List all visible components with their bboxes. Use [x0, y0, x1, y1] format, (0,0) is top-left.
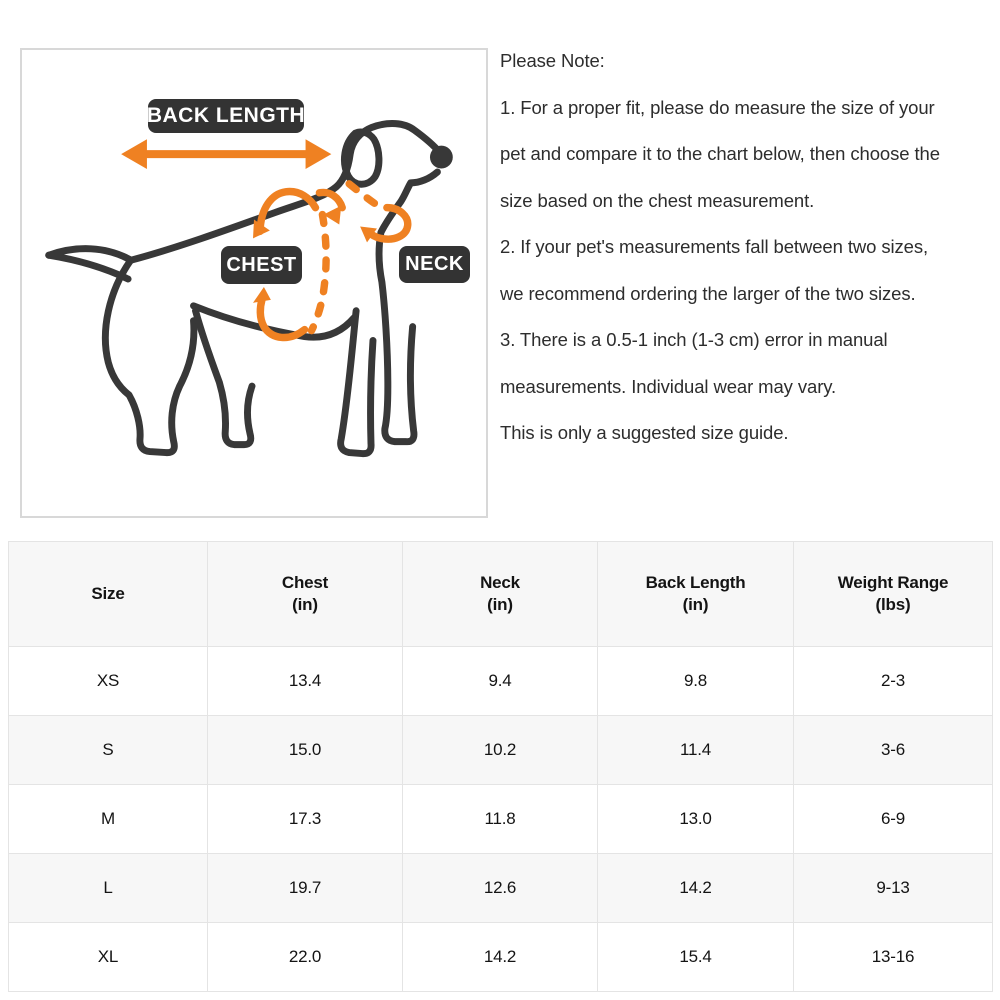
cell-neck: 12.6 [403, 854, 598, 923]
column-header-neck [403, 542, 598, 647]
cell-size: XL [9, 923, 208, 992]
cell-size: S [9, 716, 208, 785]
dog-front-leg [341, 311, 373, 454]
cell-weight: 2-3 [794, 647, 993, 716]
neck-label [399, 246, 470, 283]
dog-rear-leg [105, 261, 194, 452]
chest-arrow-up [253, 287, 271, 303]
back-length-label-text: BACK LENGTH [146, 104, 306, 127]
cell-neck: 14.2 [403, 923, 598, 992]
dog-head-chest-line [379, 172, 437, 442]
cell-chest: 13.4 [208, 647, 403, 716]
dog-measurement-diagram [20, 48, 488, 518]
column-title: Size [91, 584, 125, 603]
cell-chest: 15.0 [208, 716, 403, 785]
cell-chest: 17.3 [208, 785, 403, 854]
note-line: This is only a suggested size guide. [500, 422, 789, 443]
cell-back-length: 9.8 [598, 647, 794, 716]
cell-size: L [9, 854, 208, 923]
cell-weight: 13-16 [794, 923, 993, 992]
dog-tail-line [49, 255, 128, 279]
dog-nose [430, 146, 453, 169]
size-chart-section [8, 541, 992, 992]
cell-weight: 3-6 [794, 716, 993, 785]
cell-neck: 9.4 [403, 647, 598, 716]
note-line: we recommend ordering the larger of the two sizes. [500, 282, 916, 304]
arrow-right-head [306, 139, 332, 169]
header-row [9, 542, 993, 647]
column-title: Chest [281, 573, 329, 592]
table-row-xl [9, 923, 993, 992]
note-line: pet and compare it to the chart below, then choose the [500, 143, 940, 164]
cell-weight: 9-13 [794, 854, 993, 923]
note-line: 2. If your pet's measurements fall between two sizes, [500, 236, 929, 257]
column-unit: (lbs) [875, 595, 911, 614]
column-title: Back Length [645, 573, 746, 592]
column-unit: (in) [487, 595, 513, 614]
dog-far-rear-leg [196, 311, 253, 445]
notes-block [500, 38, 1000, 457]
column-header-size [9, 542, 208, 647]
note-line: 3. There is a 0.5-1 inch (1-3 cm) error in manual [500, 329, 888, 350]
column-header-weight-range [794, 542, 993, 647]
note-line: 1. For a proper fit, please do measure the size of your [500, 96, 935, 118]
note-line: size based on the chest measurement. [500, 189, 815, 211]
cell-size: XS [9, 647, 208, 716]
cell-neck: 11.8 [403, 785, 598, 854]
table-row-l [9, 854, 993, 923]
column-header-back-length [598, 542, 794, 647]
arrow-left-head [121, 139, 147, 169]
column-unit: (in) [682, 595, 709, 614]
table-row-xs [9, 647, 993, 716]
cell-neck: 10.2 [403, 716, 598, 785]
cell-size: M [9, 785, 208, 854]
size-chart-table [8, 541, 993, 992]
column-header-chest [208, 542, 403, 647]
chest-label-text: CHEST [226, 253, 297, 276]
cell-chest: 19.7 [208, 854, 403, 923]
column-unit: (in) [292, 595, 318, 614]
table-row-s [9, 716, 993, 785]
back-length-arrow [121, 139, 331, 169]
cell-back-length: 15.4 [598, 923, 794, 992]
column-title: Neck [480, 573, 520, 592]
table-row-m [9, 785, 993, 854]
cell-back-length: 11.4 [598, 716, 794, 785]
cell-chest: 22.0 [208, 923, 403, 992]
note-line: measurements. Individual wear may vary. [500, 375, 837, 397]
column-title: Weight Range [837, 573, 949, 592]
cell-back-length: 14.2 [598, 854, 794, 923]
chest-label [221, 246, 302, 284]
notes-title: Please Note: [500, 50, 605, 71]
cell-back-length: 13.0 [598, 785, 794, 854]
back-length-label [148, 99, 304, 133]
dog-outline [49, 124, 440, 454]
neck-label-text: NECK [405, 253, 464, 275]
cell-weight: 6-9 [794, 785, 993, 854]
